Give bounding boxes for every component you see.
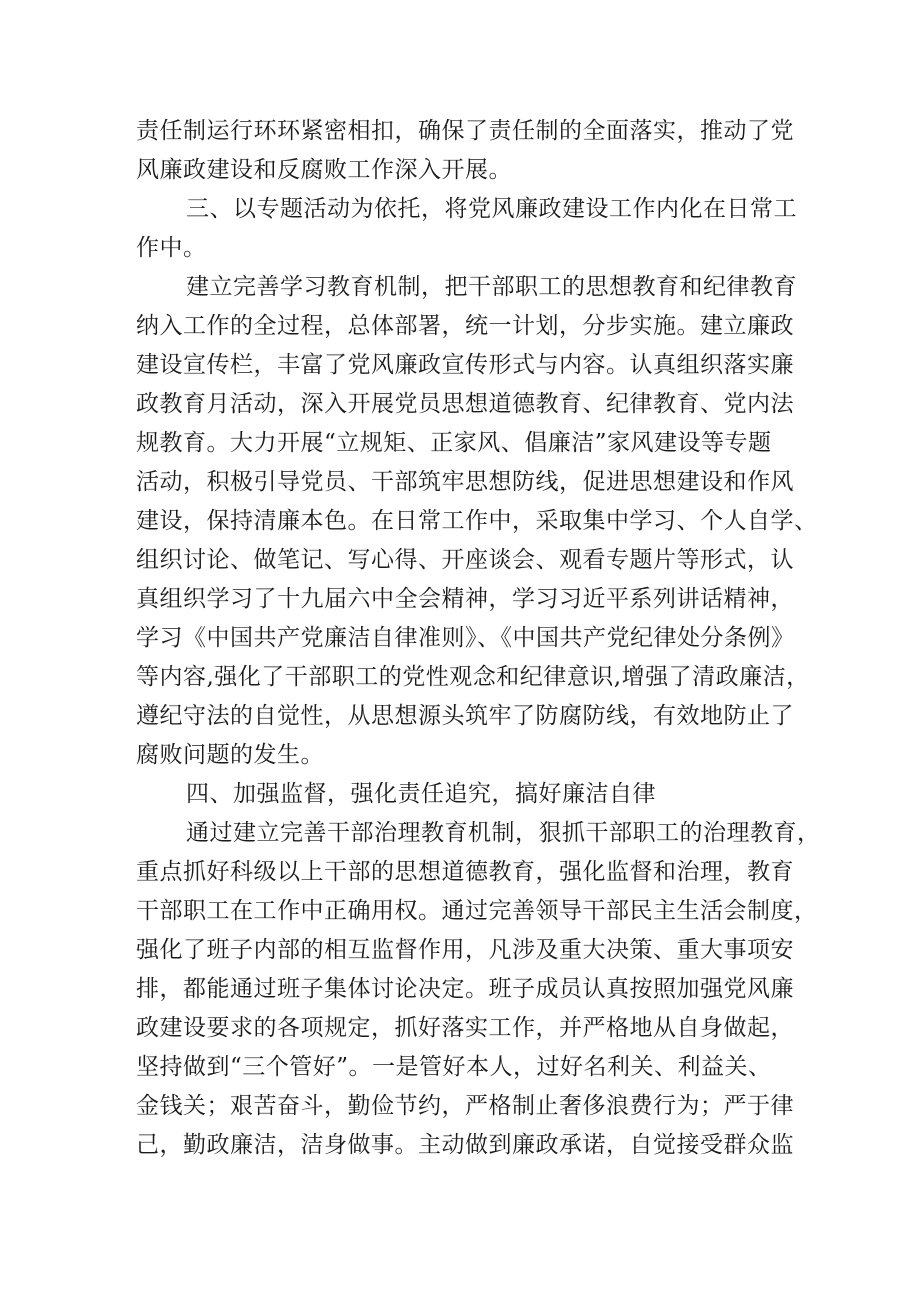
section-heading: 四、加强监督，强化责任追究，搞好廉洁自律 [186,781,656,807]
text-line: 金钱关；艰苦奋斗，勤俭节约，严格制止奢侈浪费行为；严于律 [136,1093,794,1119]
text-line: 规教育。大力开展“立规矩、正家风、倡廉洁”家风建设等专题 [136,430,772,456]
text-line: 排，都能通过班子集体讨论决定。班子成员认真按照加强党风廉 [136,976,794,1002]
text-line: 政教育月活动，深入开展党员思想道德教育、纪律教育、党内法 [136,391,794,417]
text-line: 政建设要求的各项规定，抓好落实工作，并严格地从自身做起， [136,1015,794,1041]
text-line: 干部职工在工作中正确用权。通过完善领导干部民主生活会制度， [136,898,818,924]
text-line: 己，勤政廉洁，洁身做事。主动做到廉政承诺，自觉接受群众监 [136,1132,794,1158]
text-line: 强化了班子内部的相互监督作用，凡涉及重大决策、重大事项安 [136,937,794,963]
text-line: 组织讨论、做笔记、写心得、开座谈会、观看专题片等形式，认 [136,547,794,573]
text-line: 坚持做到“三个管好”。一是管好本人，过好名利关、利益关、 [136,1054,772,1080]
text-line: 学习《中国共产党廉洁自律准则》、《中国共产党纪律处分条例》 [136,625,795,651]
text-line: 风廉政建设和反腐败工作深入开展。 [136,157,512,183]
text-line: 建设，保持清廉本色。在日常工作中，采取集中学习、个人自学、 [136,508,818,534]
text-line: 建立完善学习教育机制，把干部职工的思想教育和纪律教育 [186,274,797,300]
text-line: 真组织学习了十九届六中全会精神，学习习近平系列讲话精神， [136,586,794,612]
text-line: 活动，积极引导党员、干部筑牢思想防线，促进思想建设和作风 [136,469,794,495]
text-line: 建设宣传栏，丰富了党风廉政宣传形式与内容。认真组织落实廉 [136,352,794,378]
text-line: 责任制运行环环紧密相扣，确保了责任制的全面落实，推动了党 [136,118,794,144]
text-line: 通过建立完善干部治理教育机制，狠抓干部职工的治理教育， [186,820,821,846]
text-line: 腐败问题的发生。 [136,742,324,768]
text-line: 等内容,强化了干部职工的党性观念和纪律意识,增强了清政廉洁， [136,664,810,690]
text-line: 重点抓好科级以上干部的思想道德教育，强化监督和治理，教育 [136,859,794,885]
text-line: 纳入工作的全过程，总体部署，统一计划，分步实施。建立廉政 [136,313,794,339]
text-line: 遵纪守法的自觉性，从思想源头筑牢了防腐防线，有效地防止了 [136,703,794,729]
section-heading: 三、以专题活动为依托，将党风廉政建设工作内化在日常工 [186,196,797,222]
section-heading-continued: 作中。 [136,235,207,261]
